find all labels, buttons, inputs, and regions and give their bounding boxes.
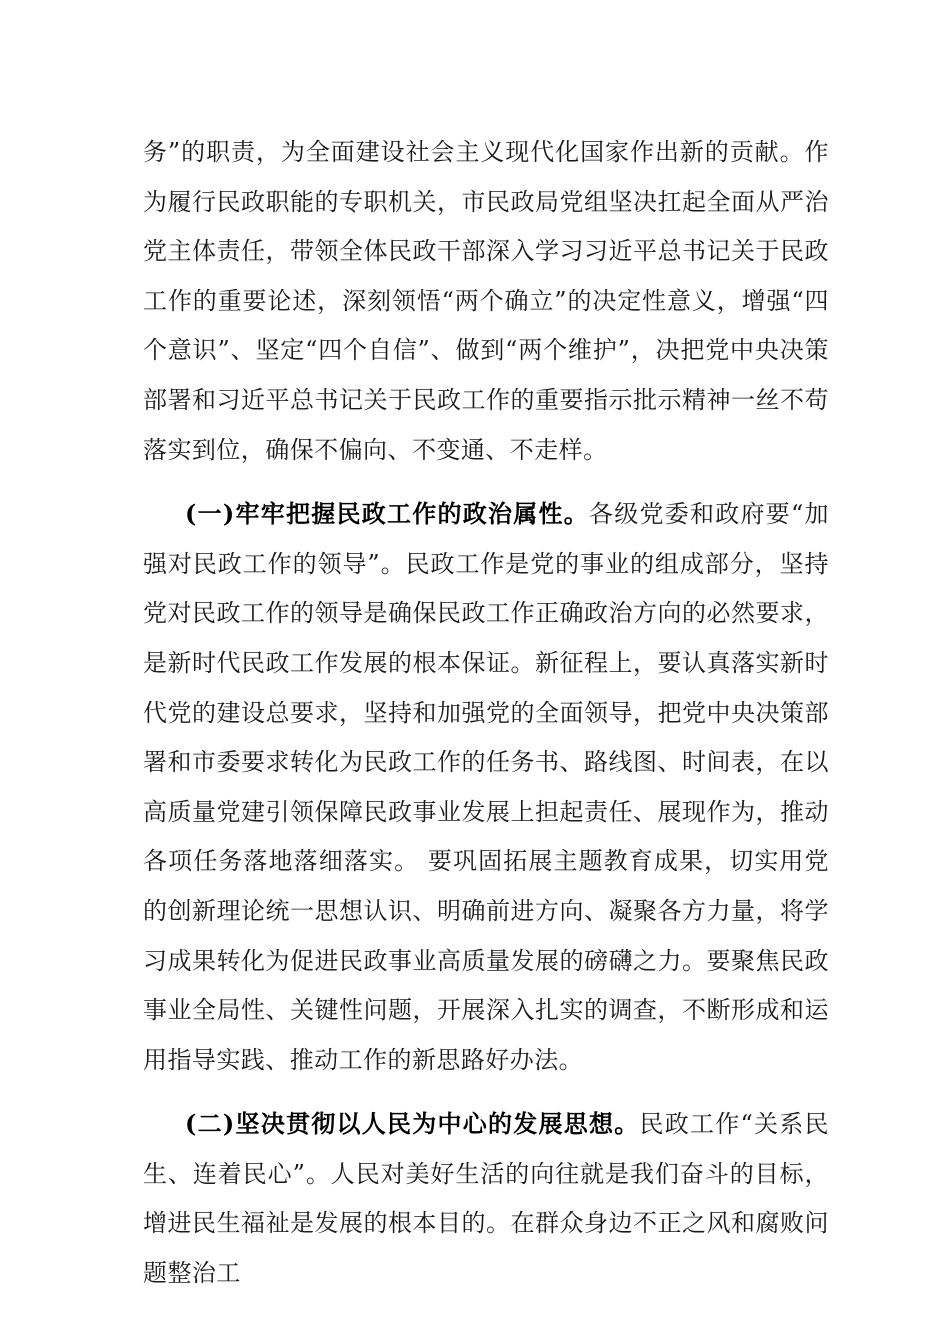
- document-body: [143, 128, 829, 1299]
- section-heading-2: (二)坚决贯彻以人民为中心的发展思想。: [185, 1109, 640, 1139]
- section-heading-1: (一)牢牢把握民政工作的政治属性。: [185, 499, 589, 529]
- paragraph-text: 务”的职责，为全面建设社会主义现代化国家作出新的贡献。作为履行民政职能的专职机关，市民政局党组坚决扛起全面从严治党主体责任，带领全体民政干部深入学习习近平总书记关于民政工作的重要论述，深刻领悟“两个确立”的决定性意义，增强“四个意识”、坚定“四个自信”、做到“两个维护”，决把党中央决策部署和习近平总书记关于民政工作的重要指示批示精神一丝不苟落实到位，确保不偏向、不变通、不走样。: [143, 138, 829, 464]
- paragraph-section-1: [143, 489, 829, 1085]
- paragraph-continuation: [143, 128, 829, 475]
- paragraph-text: 民政工作“关系民生、连着民心”。人民对美好生活的向往就是我们奋斗的目标，增进民生福祉是发展的根本目的。在群众身边不正之风和腐败问题整治工: [143, 1110, 830, 1288]
- paragraph-text: 各级党委和政府要“加强对民政工作的领导”。民政工作是党的事业的组成部分，坚持党对民政工作的领导是确保民政工作正确政治方向的必然要求，是新时代民政工作发展的根本保证。新征程上，要认真落实新时代党的建设总要求，坚持和加强党的全面领导，把党中央决策部署和市委要求转化为民政工作的任务书、路线图、时间表，在以高质量党建引领保障民政事业发展上担起责任、展现作为，推动各项任务落地落细落实。 要巩固拓展主题教育成果，切实用党的创新理论统一思想认识、明确前进方向、凝聚各方力量，将学习成果转化为促进民政事业高质量发展的磅礴之力。要聚焦民政事业全局性、关键性问题，开展深入扎实的调查，不断形成和运用指导实践、推动工作的新思路好办法。: [143, 500, 829, 1074]
- paragraph-section-2: [143, 1099, 829, 1298]
